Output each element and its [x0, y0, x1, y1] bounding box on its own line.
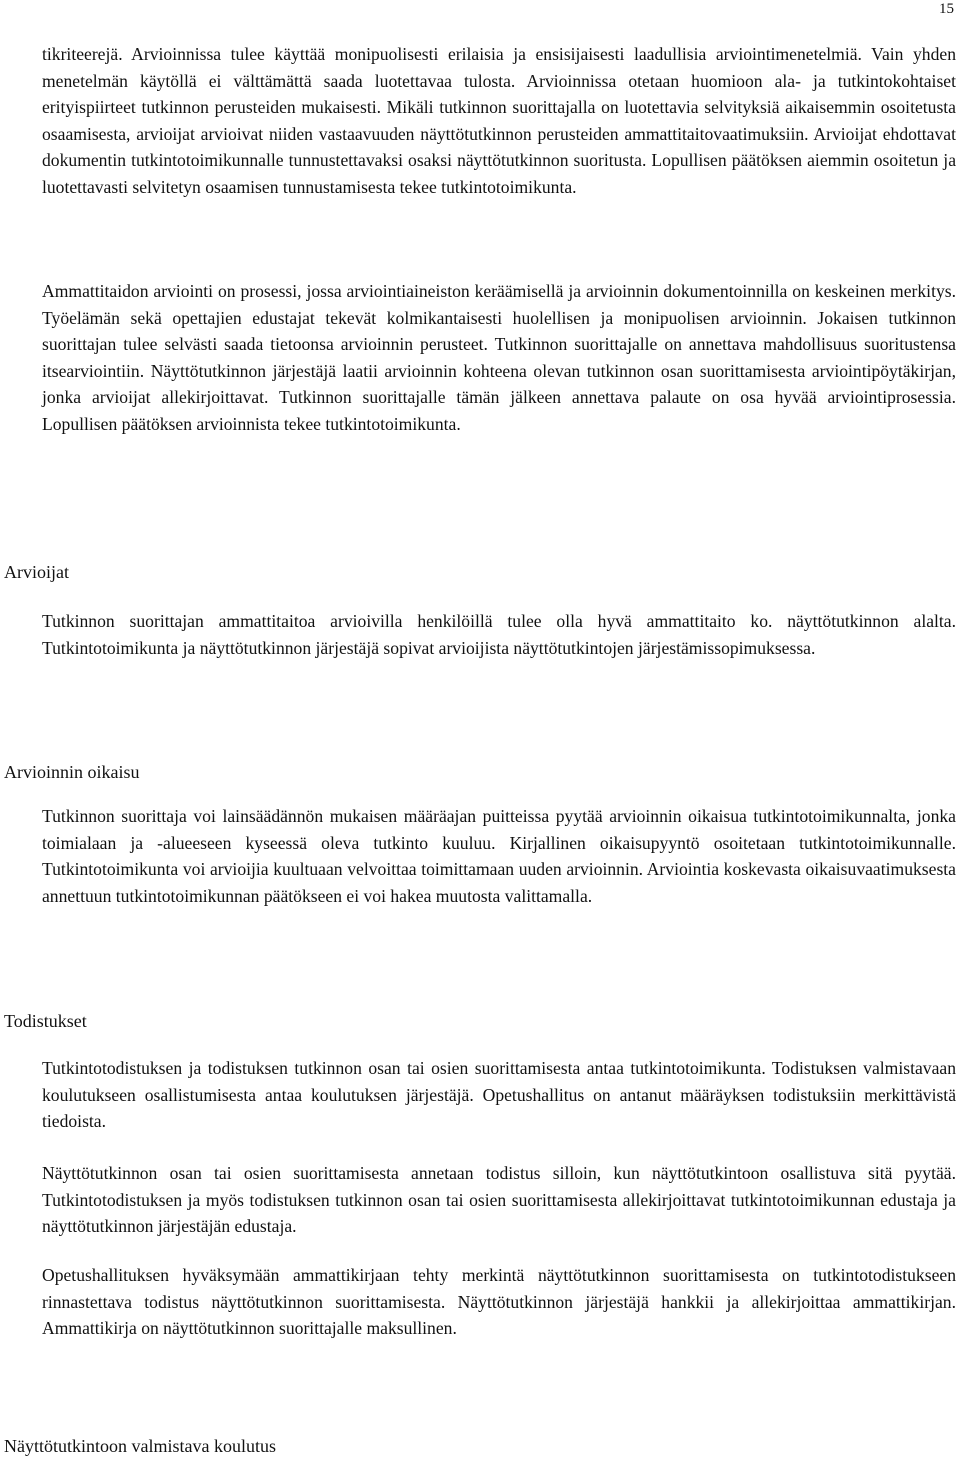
paragraph-arvioinnin-oikaisu: Tutkinnon suorittaja voi lainsäädännön mukaisen määräajan puitteissa pyytää arvioinnin oikaisua tutkintotoimikunnalta, jonka toimialaan ja -alueeseen kyseessä oleva tutkinto kuuluu. Kirjallinen oikaisupyyntö osoitetaan tutkintotoimikunnalle. Tutkintotoimikunta voi arvioijia kuultuaan velvoittaa toimittamaan uuden arvioinnin. Arviointia koskevasta oikaisuvaatimuksesta annettuun tutkintotoimikunnan päätökseen ei voi hakea muutosta valittamalla.: [42, 806, 956, 906]
heading-todistukset: Todistukset: [4, 1011, 87, 1031]
paragraph-arvioijat: Tutkinnon suorittajan ammattitaitoa arvioivilla henkilöillä tulee olla hyvä ammattitaito ko. näyttötutkinnon alalta. Tutkintotoimikunta ja näyttötutkinnon järjestäjä sopivat arvioijista näyttötutkintojen järjestämissopimuksessa.: [42, 611, 956, 658]
page-number: 15: [939, 1, 954, 17]
paragraph-todistukset-2: Näyttötutkinnon osan tai osien suorittamisesta annetaan todistus silloin, kun näyttötutkintoon osallistuva sitä pyytää. Tutkintotodistuksen ja myös todistuksen tutkinnon osan tai osien suorittamisesta allekirjoittavat tutkintotoimikunnan edustaja ja näyttötutkinnon järjestäjän edustaja.: [42, 1163, 956, 1236]
heading-arvioinnin-oikaisu: Arvioinnin oikaisu: [4, 762, 140, 782]
paragraph-todistukset-1: Tutkintotodistuksen ja todistuksen tutkinnon osan tai osien suorittamisesta antaa tutkintotoimikunta. Todistuksen valmistavaan koulutukseen osallistumisesta antaa koulutuksen järjestäjä. Opetushallitus on antanut määräyksen todistuksiin merkittävistä tiedoista.: [42, 1058, 956, 1131]
paragraph-assessment-methods: tikriteerejä. Arvioinnissa tulee käyttää monipuolisesti erilaisia ja ensisijaisesti laadullisia arviointimenetelmiä. Vain yhden menetelmän käytöllä ei välttämättä saada luotettavaa tulosta. Arvioinnissa otetaan huomioon ala- ja tutkintokohtaiset erityispiirteet tutkinnon perusteiden mukaisesti. Mikäli tutkinnon suorittajalla on luotettavia selvityksiä aikaisemmin osoitetusta osaamisesta, arvioijat arvioivat niiden vastaavuuden näyttötutkinnon perusteiden ammattitaitovaatimuksiin. Arvioijat ehdottavat dokumentin tutkintotoimikunnalle tunnustettavaksi osaksi näyttötutkinnon suoritusta. Lopullisen päätöksen aiemmin osoitetun ja luotettavasti selvitetyn osaamisen tunnustamisesta tekee tutkintotoimikunta.: [42, 44, 956, 197]
heading-nayttotutkintoon-valmistava-koulutus: Näyttötutkintoon valmistava koulutus: [4, 1436, 276, 1456]
paragraph-assessment-process: Ammattitaidon arviointi on prosessi, jossa arviointiaineiston keräämisellä ja arvioinnin dokumentoinnilla on keskeinen merkitys. Työelämän sekä opettajien edustajat tekevät kolmikantaisesti huolellisen ja monipuolisen arvioinnin. Jokaisen tutkinnon suorittajan tulee selvästi saada tietoonsa arvioinnin perusteet. Tutkinnon suorittajalle on annettava mahdollisuus suoritustensa itsearviointiin. Näyttötutkinnon järjestäjä laatii arvioinnin kohteena olevan tutkinnon osan suorittamisesta arviointipöytäkirjan, jonka arvioijat allekirjoittavat. Tutkinnon suorittajalle tämän jälkeen annettava palaute on osa hyvää arviointiprosessia. Lopullisen päätöksen arvioinnista tekee tutkintotoimikunta.: [42, 281, 956, 434]
paragraph-todistukset-3: Opetushallituksen hyväksymään ammattikirjaan tehty merkintä näyttötutkinnon suorittamisesta on tutkintotodistukseen rinnastettava todistus näyttötutkinnon suorittamisesta. Näyttötutkinnon järjestäjä hankkii ja allekirjoittaa ammattikirjan. Ammattikirja on näyttötutkinnon suorittajalle maksullinen.: [42, 1265, 956, 1338]
heading-arvioijat: Arvioijat: [4, 562, 69, 582]
